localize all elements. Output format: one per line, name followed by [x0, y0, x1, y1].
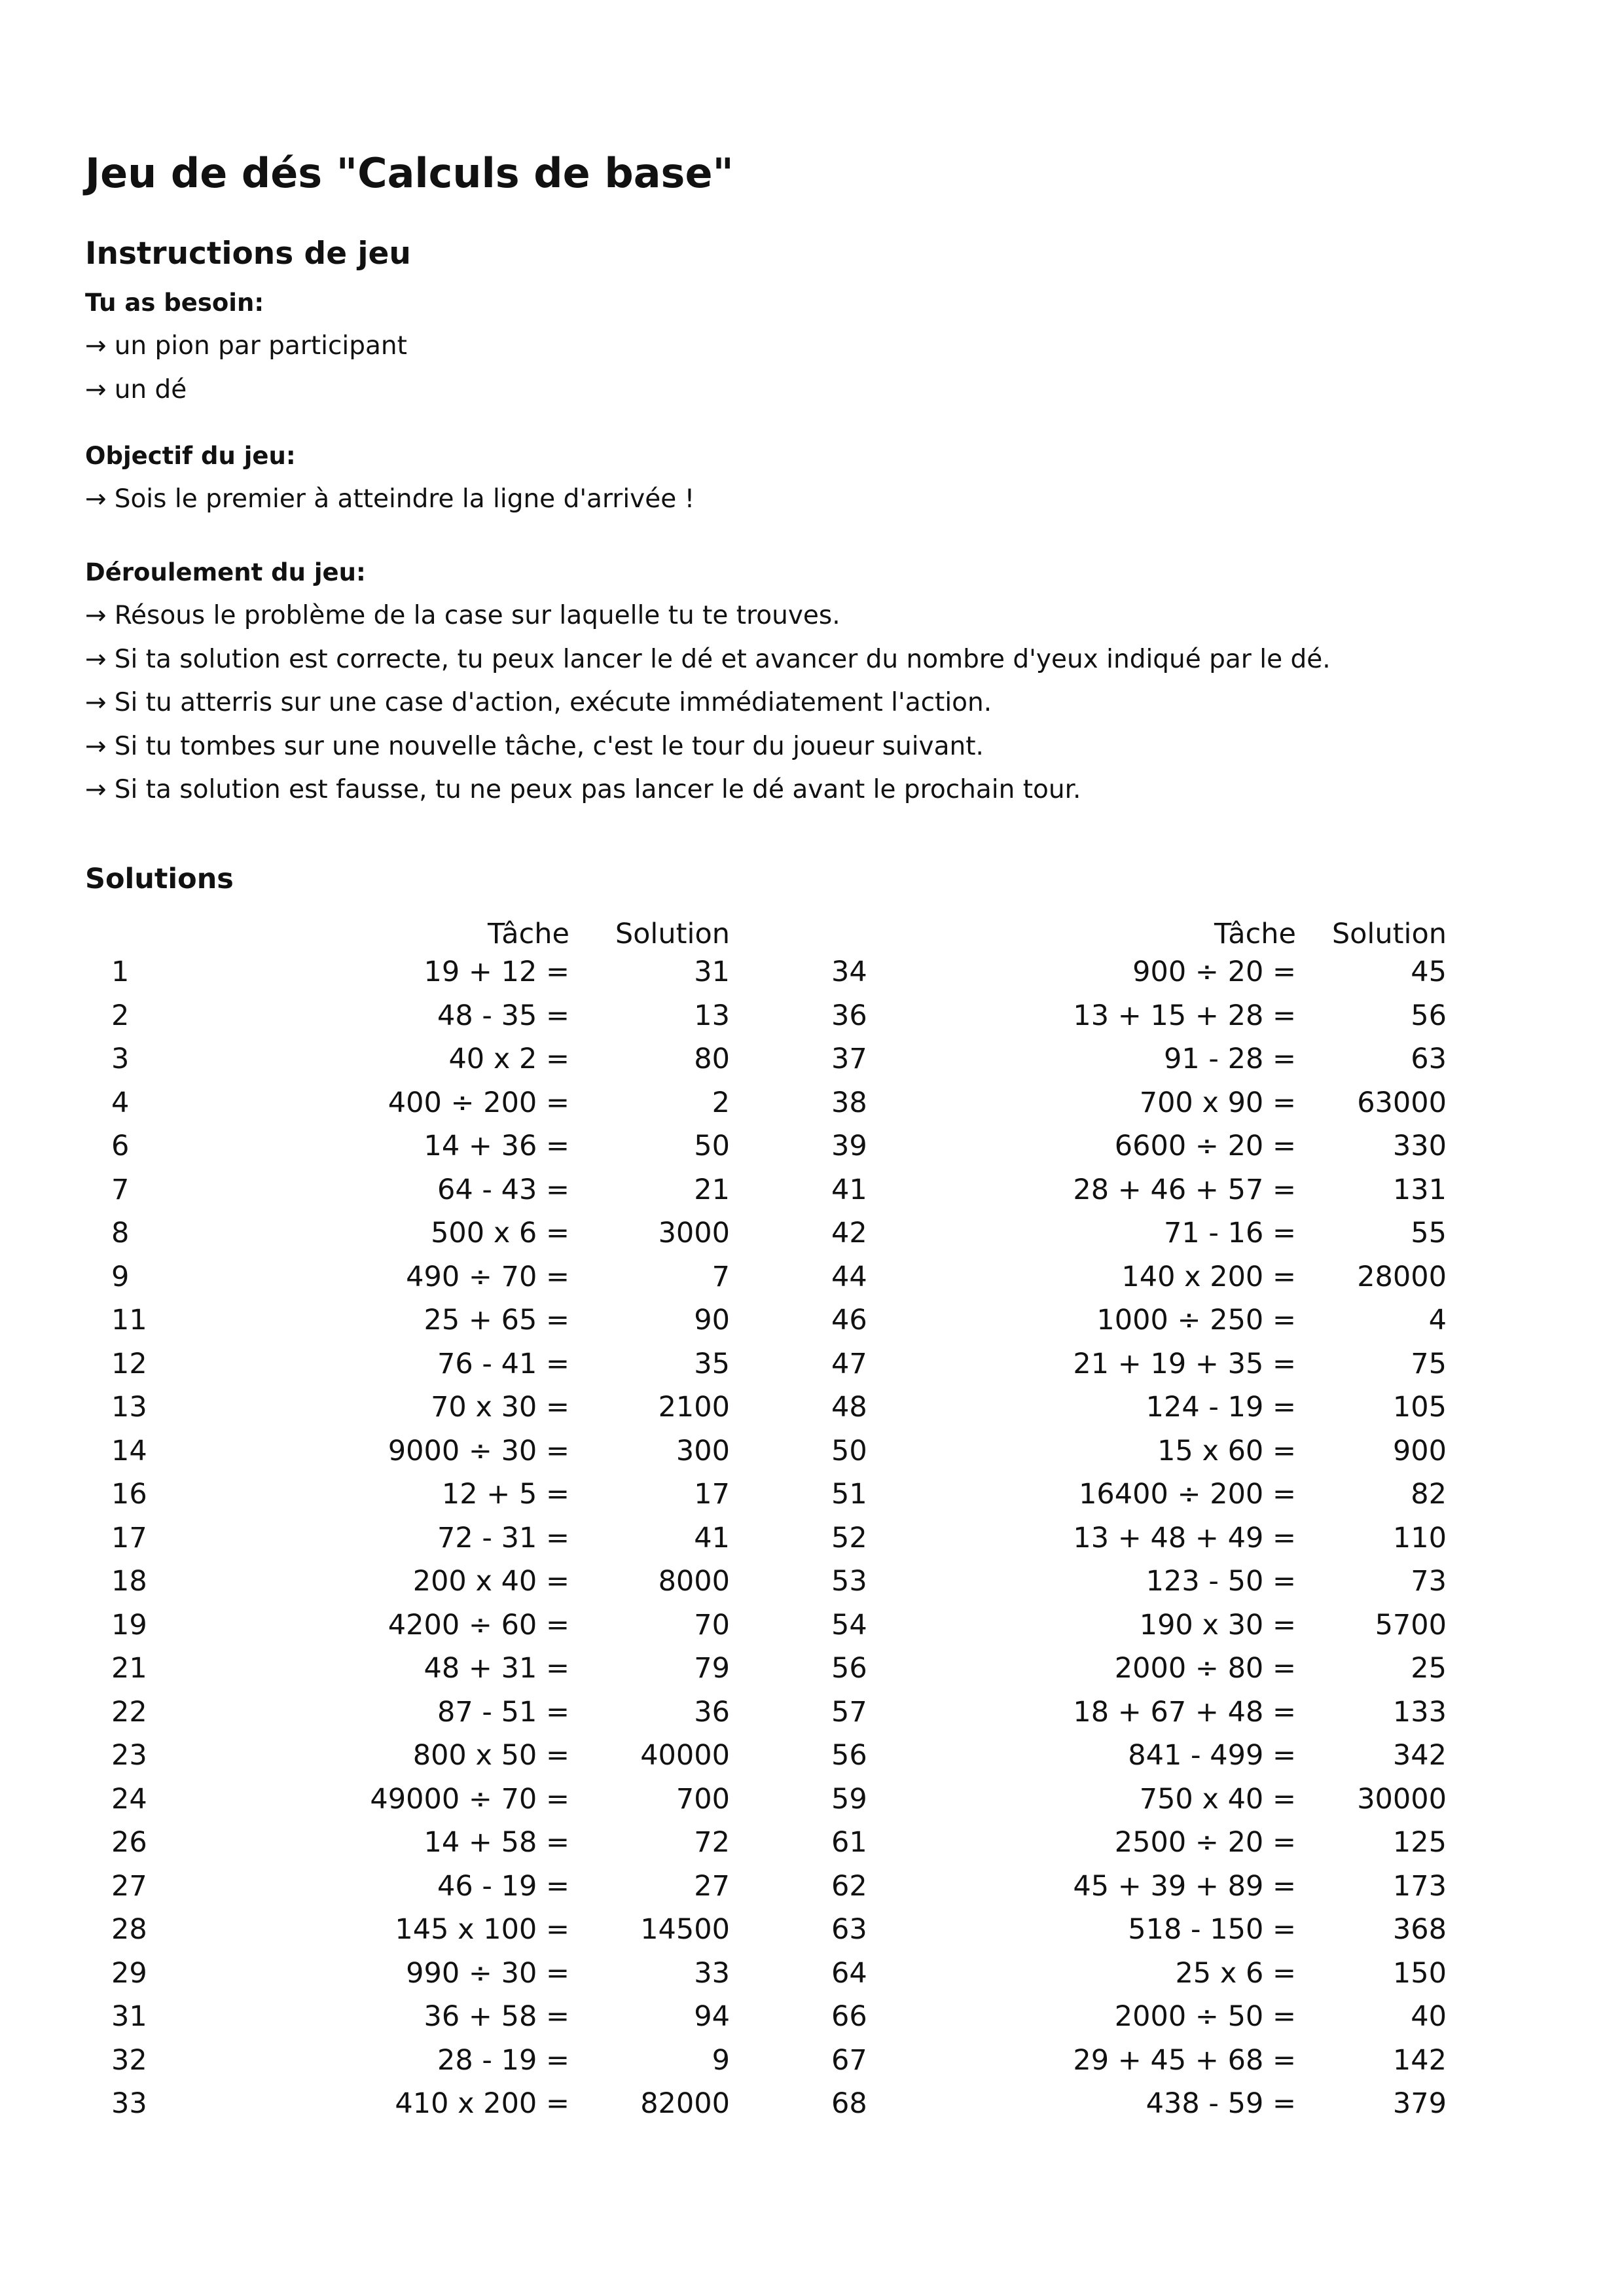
table-row	[805, 1865, 1447, 1909]
column-header-task: Tâche	[488, 918, 569, 950]
solution-value: 28000	[1357, 1260, 1447, 1293]
task-expression: 518 - 150 =	[1128, 1913, 1296, 1946]
task-number: 68	[831, 2087, 867, 2121]
table-row	[85, 1865, 730, 1909]
solution-value: 55	[1411, 1217, 1447, 1250]
task-expression: 72 - 31 =	[437, 1521, 569, 1554]
table-row	[85, 1299, 730, 1342]
solution-value: 110	[1392, 1521, 1447, 1554]
procedure-list	[85, 594, 1331, 812]
table-row	[85, 1734, 730, 1778]
table-header-row	[85, 903, 730, 950]
table-row	[85, 2082, 730, 2126]
table-row	[805, 1995, 1447, 2039]
table-row	[85, 1908, 730, 1952]
table-row	[805, 1342, 1447, 1386]
table-row	[85, 1168, 730, 1212]
task-number: 63	[831, 1913, 867, 1946]
table-row	[805, 950, 1447, 994]
task-expression: 841 - 499 =	[1128, 1739, 1296, 1772]
solution-value: 56	[1411, 999, 1447, 1032]
task-number: 3	[111, 1043, 130, 1076]
task-expression: 48 + 31 =	[424, 1652, 569, 1685]
table-row	[805, 1386, 1447, 1429]
task-expression: 700 x 90 =	[1139, 1086, 1296, 1119]
solution-value: 80	[694, 1043, 730, 1076]
solution-value: 7	[712, 1260, 730, 1293]
task-number: 29	[111, 1956, 147, 1990]
task-expression: 2000 ÷ 50 =	[1114, 2000, 1296, 2034]
solution-value: 63	[1411, 1043, 1447, 1076]
solution-value: 21	[694, 1173, 730, 1206]
task-expression: 76 - 41 =	[437, 1347, 569, 1380]
task-number: 38	[831, 1086, 867, 1119]
list-item-text: Si ta solution est fausse, tu ne peux pas lancer le dé avant le prochain tour.	[114, 775, 1081, 804]
solution-value: 90	[694, 1304, 730, 1337]
solution-value: 3000	[658, 1217, 730, 1250]
task-expression: 25 + 65 =	[424, 1304, 569, 1337]
column-header-solution: Solution	[1331, 918, 1447, 950]
task-expression: 45 + 39 + 89 =	[1073, 1869, 1296, 1903]
table-row	[85, 1429, 730, 1473]
table-row	[805, 1299, 1447, 1342]
list-item-text: Sois le premier à atteindre la ligne d'arrivée !	[114, 484, 695, 514]
table-row	[85, 994, 730, 1038]
arrow-right-icon: →	[85, 644, 107, 674]
table-row	[805, 1778, 1447, 1821]
task-expression: 14 + 58 =	[424, 1826, 569, 1859]
task-expression: 750 x 40 =	[1139, 1782, 1296, 1816]
task-expression: 46 - 19 =	[437, 1869, 569, 1903]
task-number: 66	[831, 2000, 867, 2034]
procedure-heading: Déroulement du jeu:	[85, 558, 366, 586]
task-number: 50	[831, 1434, 867, 1467]
table-row	[85, 1560, 730, 1604]
table-row	[805, 1429, 1447, 1473]
arrow-right-icon: →	[85, 688, 107, 717]
list-item-text: Si tu tombes sur une nouvelle tâche, c'est le tour du joueur suivant.	[114, 731, 984, 761]
task-number: 59	[831, 1782, 867, 1816]
solution-value: 63000	[1357, 1086, 1447, 1119]
table-row	[805, 1255, 1447, 1299]
list-item-text: Si tu atterris sur une case d'action, exécute immédiatement l'action.	[114, 688, 992, 717]
table-row	[805, 1473, 1447, 1516]
task-number: 32	[111, 2043, 147, 2077]
solution-value: 35	[694, 1347, 730, 1380]
solution-value: 2	[712, 1086, 730, 1119]
task-number: 9	[111, 1260, 130, 1293]
list-item	[85, 478, 695, 522]
arrow-right-icon: →	[85, 374, 107, 404]
task-expression: 18 + 67 + 48 =	[1073, 1695, 1296, 1729]
objective-list	[85, 478, 695, 522]
list-item	[85, 768, 1331, 812]
task-expression: 19 + 12 =	[424, 956, 569, 989]
table-row	[85, 1081, 730, 1125]
solutions-table-right	[805, 903, 1447, 2126]
list-item	[85, 638, 1331, 682]
list-item	[85, 594, 1331, 638]
task-expression: 9000 ÷ 30 =	[388, 1434, 569, 1467]
task-expression: 6600 ÷ 20 =	[1114, 1130, 1296, 1163]
task-expression: 190 x 30 =	[1139, 1608, 1296, 1641]
solution-value: 330	[1392, 1130, 1447, 1163]
task-number: 28	[111, 1913, 147, 1946]
solution-value: 2100	[658, 1391, 730, 1424]
task-number: 4	[111, 1086, 130, 1119]
task-expression: 36 + 58 =	[424, 2000, 569, 2034]
task-number: 41	[831, 1173, 867, 1206]
table-row	[85, 1037, 730, 1081]
solution-value: 150	[1392, 1956, 1447, 1990]
arrow-right-icon: →	[85, 331, 107, 361]
task-expression: 500 x 6 =	[431, 1217, 569, 1250]
task-number: 33	[111, 2087, 147, 2121]
solution-value: 82000	[640, 2087, 730, 2121]
table-row	[805, 1604, 1447, 1647]
task-number: 18	[111, 1565, 147, 1598]
task-number: 48	[831, 1391, 867, 1424]
task-number: 62	[831, 1869, 867, 1903]
task-expression: 145 x 100 =	[395, 1913, 569, 1946]
solution-value: 50	[694, 1130, 730, 1163]
table-row	[805, 1647, 1447, 1691]
task-number: 17	[111, 1521, 147, 1554]
solution-value: 900	[1392, 1434, 1447, 1467]
solution-value: 27	[694, 1869, 730, 1903]
table-row	[805, 1691, 1447, 1734]
task-number: 44	[831, 1260, 867, 1293]
task-expression: 990 ÷ 30 =	[406, 1956, 569, 1990]
task-expression: 123 - 50 =	[1146, 1565, 1296, 1598]
arrow-right-icon: →	[85, 731, 107, 761]
table-row	[85, 1952, 730, 1996]
table-row	[85, 1821, 730, 1865]
task-number: 61	[831, 1826, 867, 1859]
task-expression: 21 + 19 + 35 =	[1073, 1347, 1296, 1380]
table-row	[805, 1821, 1447, 1865]
column-header-solution: Solution	[615, 918, 730, 950]
task-number: 53	[831, 1565, 867, 1598]
solution-value: 45	[1411, 956, 1447, 989]
task-number: 21	[111, 1652, 147, 1685]
solution-value: 13	[694, 999, 730, 1032]
solution-value: 8000	[658, 1565, 730, 1598]
task-expression: 48 - 35 =	[437, 999, 569, 1032]
task-expression: 410 x 200 =	[395, 2087, 569, 2121]
table-row	[85, 1342, 730, 1386]
task-number: 39	[831, 1130, 867, 1163]
column-header-number	[805, 903, 949, 950]
needs-list	[85, 325, 407, 412]
task-number: 26	[111, 1826, 147, 1859]
table-body	[85, 950, 730, 2126]
task-number: 11	[111, 1304, 147, 1337]
solution-value: 133	[1392, 1695, 1447, 1729]
task-number: 42	[831, 1217, 867, 1250]
solution-value: 173	[1392, 1869, 1447, 1903]
column-header-number	[85, 903, 216, 950]
solution-value: 379	[1392, 2087, 1447, 2121]
task-number: 64	[831, 1956, 867, 1990]
table-row	[85, 1124, 730, 1168]
list-item	[85, 325, 407, 368]
instructions-heading: Instructions de jeu	[85, 236, 411, 272]
task-number: 34	[831, 956, 867, 989]
solution-value: 105	[1392, 1391, 1447, 1424]
table-row	[805, 1952, 1447, 1996]
solution-value: 4	[1428, 1304, 1447, 1337]
task-number: 6	[111, 1130, 130, 1163]
table-body	[805, 950, 1447, 2126]
task-expression: 29 + 45 + 68 =	[1073, 2043, 1296, 2077]
table-row	[805, 1908, 1447, 1952]
solution-value: 17	[694, 1478, 730, 1511]
task-number: 13	[111, 1391, 147, 1424]
solution-value: 40	[1411, 2000, 1447, 2034]
solution-value: 342	[1392, 1739, 1447, 1772]
task-number: 27	[111, 1869, 147, 1903]
solution-value: 73	[1411, 1565, 1447, 1598]
list-item	[85, 368, 407, 412]
task-number: 24	[111, 1782, 147, 1816]
solution-value: 9	[712, 2043, 730, 2077]
list-item	[85, 681, 1331, 725]
solution-value: 36	[694, 1695, 730, 1729]
solution-value: 40000	[640, 1739, 730, 1772]
table-row	[85, 1211, 730, 1255]
task-expression: 16400 ÷ 200 =	[1079, 1478, 1296, 1511]
task-number: 22	[111, 1695, 147, 1729]
table-row	[805, 2082, 1447, 2126]
table-row	[85, 2039, 730, 2083]
solution-value: 700	[676, 1782, 730, 1816]
task-expression: 12 + 5 =	[441, 1478, 569, 1511]
table-row	[85, 950, 730, 994]
task-expression: 87 - 51 =	[437, 1695, 569, 1729]
table-row	[805, 994, 1447, 1038]
solution-value: 79	[694, 1652, 730, 1685]
solution-value: 30000	[1357, 1782, 1447, 1816]
task-expression: 400 ÷ 200 =	[388, 1086, 569, 1119]
task-expression: 2000 ÷ 80 =	[1114, 1652, 1296, 1685]
task-number: 57	[831, 1695, 867, 1729]
table-row	[805, 1560, 1447, 1604]
task-expression: 15 x 60 =	[1157, 1434, 1296, 1467]
task-expression: 140 x 200 =	[1121, 1260, 1296, 1293]
task-number: 14	[111, 1434, 147, 1467]
table-row	[805, 1081, 1447, 1125]
task-expression: 28 - 19 =	[437, 2043, 569, 2077]
task-number: 56	[831, 1739, 867, 1772]
table-row	[85, 1516, 730, 1560]
list-item-text: Si ta solution est correcte, tu peux lancer le dé et avancer du nombre d'yeux indiqué par le dé.	[114, 644, 1331, 674]
solution-value: 82	[1411, 1478, 1447, 1511]
solution-value: 125	[1392, 1826, 1447, 1859]
solution-value: 368	[1392, 1913, 1447, 1946]
column-header-task: Tâche	[1214, 918, 1296, 950]
solution-value: 33	[694, 1956, 730, 1990]
solution-value: 142	[1392, 2043, 1447, 2077]
solution-value: 75	[1411, 1347, 1447, 1380]
task-expression: 800 x 50 =	[412, 1739, 569, 1772]
task-number: 52	[831, 1521, 867, 1554]
solution-value: 131	[1392, 1173, 1447, 1206]
table-header-row	[805, 903, 1447, 950]
solution-value: 70	[694, 1608, 730, 1641]
solutions-heading: Solutions	[85, 863, 234, 895]
table-row	[85, 1473, 730, 1516]
list-item-text: un dé	[114, 374, 187, 404]
task-expression: 71 - 16 =	[1164, 1217, 1296, 1250]
task-expression: 13 + 15 + 28 =	[1073, 999, 1296, 1032]
table-row	[805, 1124, 1447, 1168]
table-row	[85, 1647, 730, 1691]
task-number: 47	[831, 1347, 867, 1380]
needs-heading: Tu as besoin:	[85, 289, 264, 317]
task-expression: 28 + 46 + 57 =	[1073, 1173, 1296, 1206]
table-row	[805, 2039, 1447, 2083]
task-expression: 900 ÷ 20 =	[1132, 956, 1296, 989]
arrow-right-icon: →	[85, 601, 107, 630]
task-number: 31	[111, 2000, 147, 2034]
solution-value: 72	[694, 1826, 730, 1859]
table-row	[85, 1691, 730, 1734]
task-expression: 1000 ÷ 250 =	[1096, 1304, 1296, 1337]
table-row	[85, 1386, 730, 1429]
table-row	[805, 1734, 1447, 1778]
task-expression: 2500 ÷ 20 =	[1114, 1826, 1296, 1859]
solution-value: 14500	[640, 1913, 730, 1946]
table-row	[85, 1604, 730, 1647]
table-row	[805, 1516, 1447, 1560]
arrow-right-icon: →	[85, 775, 107, 804]
task-number: 54	[831, 1608, 867, 1641]
solution-value: 94	[694, 2000, 730, 2034]
solution-value: 5700	[1375, 1608, 1447, 1641]
page-title: Jeu de dés "Calculs de base"	[85, 149, 734, 197]
list-item-text: un pion par participant	[114, 331, 407, 361]
objective-heading: Objectif du jeu:	[85, 442, 296, 470]
task-expression: 4200 ÷ 60 =	[388, 1608, 569, 1641]
task-expression: 25 x 6 =	[1175, 1956, 1296, 1990]
task-number: 19	[111, 1608, 147, 1641]
task-number: 8	[111, 1217, 130, 1250]
task-number: 36	[831, 999, 867, 1032]
table-row	[85, 1778, 730, 1821]
task-number: 56	[831, 1652, 867, 1685]
list-item	[85, 725, 1331, 769]
table-row	[805, 1211, 1447, 1255]
task-number: 1	[111, 956, 130, 989]
task-expression: 438 - 59 =	[1146, 2087, 1296, 2121]
task-expression: 124 - 19 =	[1146, 1391, 1296, 1424]
task-number: 12	[111, 1347, 147, 1380]
table-row	[85, 1255, 730, 1299]
task-number: 16	[111, 1478, 147, 1511]
solution-value: 25	[1411, 1652, 1447, 1685]
arrow-right-icon: →	[85, 484, 107, 514]
task-expression: 64 - 43 =	[437, 1173, 569, 1206]
task-number: 37	[831, 1043, 867, 1076]
task-expression: 13 + 48 + 49 =	[1073, 1521, 1296, 1554]
task-number: 23	[111, 1739, 147, 1772]
task-number: 46	[831, 1304, 867, 1337]
solution-value: 300	[676, 1434, 730, 1467]
task-number: 67	[831, 2043, 867, 2077]
task-number: 7	[111, 1173, 130, 1206]
table-row	[85, 1995, 730, 2039]
task-number: 51	[831, 1478, 867, 1511]
solutions-table-left	[85, 903, 730, 2126]
list-item-text: Résous le problème de la case sur laquelle tu te trouves.	[114, 601, 840, 630]
task-number: 2	[111, 999, 130, 1032]
solution-value: 41	[694, 1521, 730, 1554]
task-expression: 49000 ÷ 70 =	[370, 1782, 569, 1816]
task-expression: 490 ÷ 70 =	[406, 1260, 569, 1293]
table-row	[805, 1168, 1447, 1212]
task-expression: 40 x 2 =	[448, 1043, 569, 1076]
solution-value: 31	[694, 956, 730, 989]
task-expression: 91 - 28 =	[1164, 1043, 1296, 1076]
table-row	[805, 1037, 1447, 1081]
task-expression: 200 x 40 =	[412, 1565, 569, 1598]
task-expression: 14 + 36 =	[424, 1130, 569, 1163]
task-expression: 70 x 30 =	[431, 1391, 569, 1424]
